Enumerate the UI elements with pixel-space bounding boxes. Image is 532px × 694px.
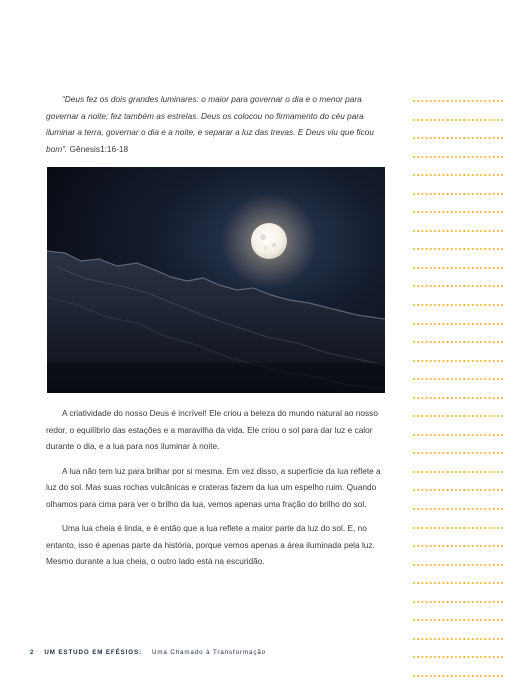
dot-line: [412, 285, 504, 287]
dot-line: [412, 582, 504, 584]
page-number: 2: [30, 649, 35, 656]
dot-line: [412, 527, 504, 529]
moon-over-mountains-photo: [47, 167, 385, 393]
dot-line: [412, 100, 504, 102]
paragraph-2: A lua não tem luz para brilhar por si mesma. Em vez disso, a superfície da lua reflete a luz do sol. Mas suas rochas vulcânicas e crateras fazem da lua um espelho ruim. Quando olhamos para cima para ver o brilho da lua, vemos apenas uma fração do brilho do sol.: [46, 465, 381, 509]
dot-line: [412, 601, 504, 603]
dot-line: [412, 360, 504, 362]
dot-line: [412, 304, 504, 306]
quote-text: “Deus fez os dois grandes luminares: o maior para governar o dia e o menor para governar a noite; fez também as estrelas. Deus os colocou no firmamento do céu para iluminar a terra, governar o dia e a noite, e separar a luz das trevas. E Deus viu que ficou bom”.: [46, 94, 374, 154]
dot-line: [412, 211, 504, 213]
dot-line: [412, 471, 504, 473]
dot-line: [412, 415, 504, 417]
paragraph-3: Uma lua cheia é linda, e é então que a lua reflete a maior parte da luz do sol. E, no entanto, isso é apenas parte da história, porque vemos apenas a área iluminada pela luz. Mesmo durante a lua cheia, o outro lado está na escuridão.: [46, 523, 375, 566]
dot-line: [412, 267, 504, 269]
dot-line: [412, 675, 504, 677]
dot-line: [412, 452, 504, 454]
dot-line: [412, 248, 504, 250]
dot-line: [412, 341, 504, 343]
dot-line: [412, 545, 504, 547]
paragraph-1: A criatividade do nosso Deus é incrível! Ele criou a beleza do mundo natural ao nosso redor, o equilíbrio das estações e a maravilha da vida. Ele criou o sol para dar luz e calor durante o dia, e a lua para nos iluminar à noite.: [46, 408, 378, 451]
dot-line: [412, 378, 504, 380]
dot-line: [412, 323, 504, 325]
full-moon: [251, 223, 287, 259]
page-footer: [30, 649, 510, 656]
dot-line: [412, 174, 504, 176]
dot-line: [412, 397, 504, 399]
body-text: [46, 405, 391, 578]
dot-line: [412, 230, 504, 232]
dot-line: [412, 638, 504, 640]
dot-line: [412, 119, 504, 121]
quote-reference: Gênesis1:16-18: [69, 143, 129, 154]
dot-line: [412, 508, 504, 510]
dot-line: [412, 156, 504, 158]
series-subtitle: Uma Chamado à Transformação: [151, 649, 267, 656]
scripture-quote: [46, 91, 391, 157]
series-title: UM ESTUDO EM EFÉSIOS:: [44, 649, 142, 656]
dot-line: [412, 656, 504, 658]
dot-line: [412, 193, 504, 195]
dot-line: [412, 489, 504, 491]
dotted-note-lines: [412, 100, 504, 694]
dot-line: [412, 137, 504, 139]
dot-line: [412, 564, 504, 566]
dot-line: [412, 619, 504, 621]
dot-line: [412, 434, 504, 436]
